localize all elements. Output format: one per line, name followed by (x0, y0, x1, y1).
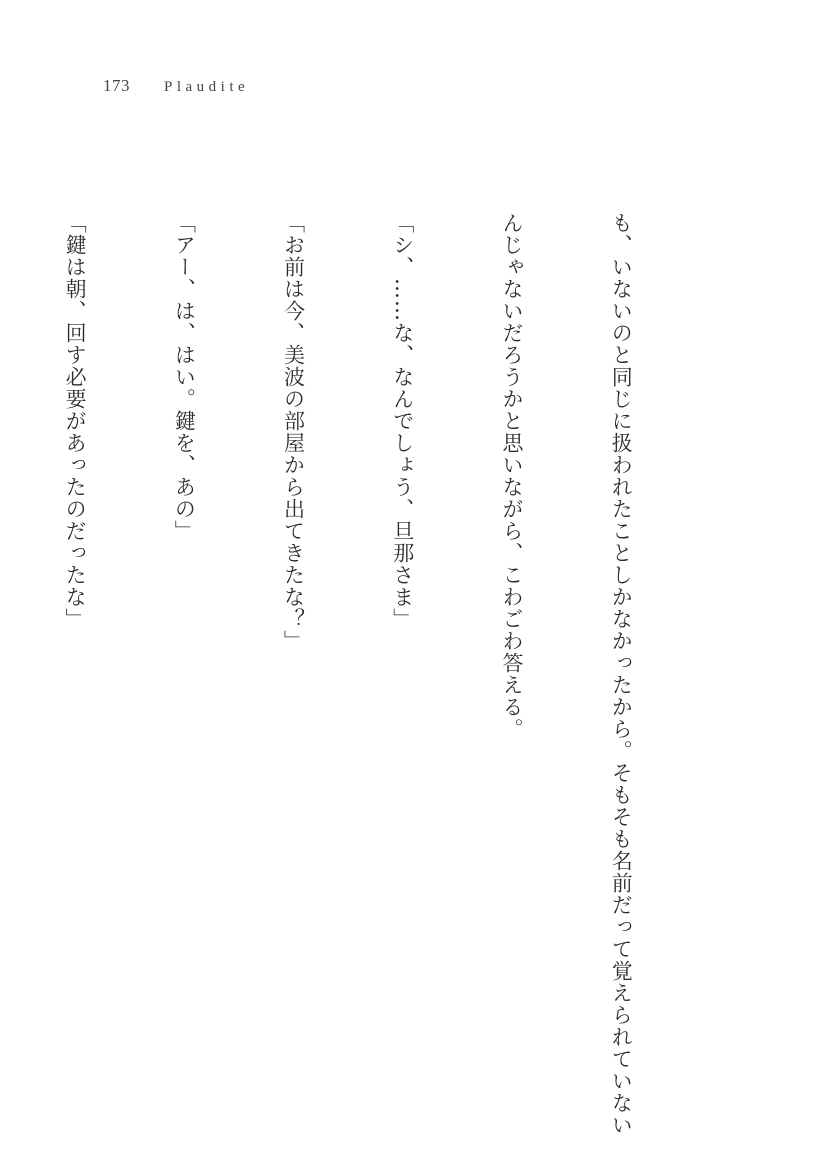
running-title: Plaudite (164, 79, 250, 95)
text-line: 「シ、……な、なんでしょう、旦那さま」 (390, 212, 415, 630)
body-text (0, 212, 712, 1136)
page-number: 173 (103, 76, 130, 95)
text-line: 「鍵は朝、回す必要があったのだったな」 (63, 212, 88, 630)
text-line: 「お前は今、美波の部屋から出てきたな？」 (281, 212, 306, 652)
page-header (103, 76, 249, 96)
text-line: も、いないのと同じに扱われたことしかなかったから。そもそも名前だって覚えられていない (609, 212, 634, 1136)
text-line: んじゃないだろうかと思いながら、こわごわ答える。 (499, 212, 524, 740)
text-line: 「アー、は、はい。鍵を、あの」 (172, 212, 197, 542)
